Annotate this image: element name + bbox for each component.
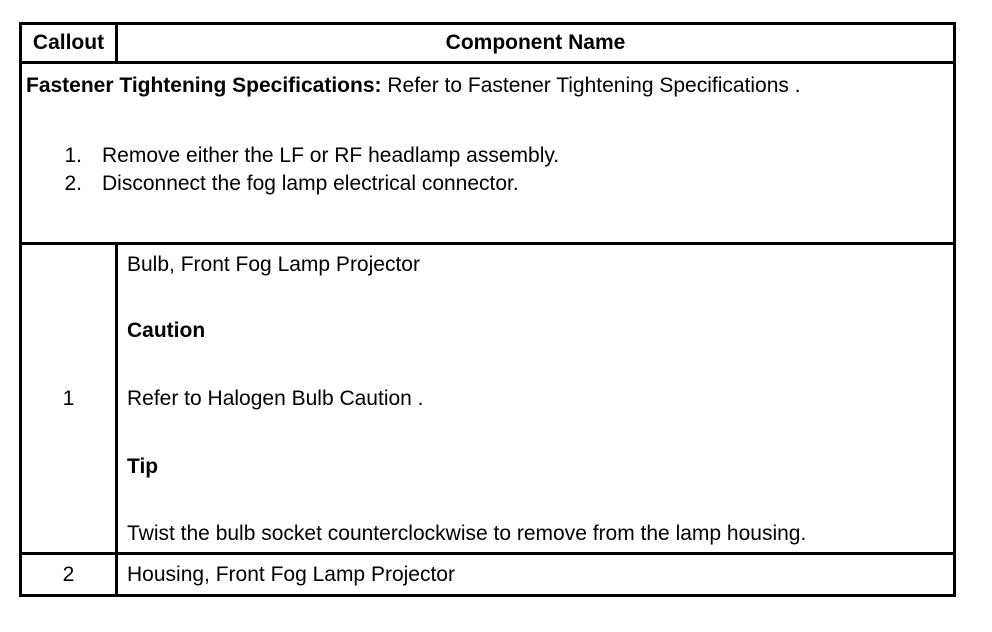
tip-text: Twist the bulb socket counterclockwise to remove from the lamp housing. bbox=[127, 522, 807, 545]
callout-cell bbox=[22, 555, 118, 594]
tip-heading: Tip bbox=[127, 455, 159, 478]
step-text: Remove either the LF or RF headlamp assembly. bbox=[102, 144, 560, 167]
caution-text: Refer to Halogen Bulb Caution . bbox=[127, 387, 424, 410]
step-number: 1. bbox=[64, 144, 82, 167]
header-component-name: Component Name bbox=[445, 31, 626, 54]
table-row bbox=[22, 245, 953, 555]
component-table bbox=[19, 22, 956, 597]
component-cell bbox=[121, 245, 953, 552]
callout-number: 2 bbox=[62, 563, 75, 586]
header-callout: Callout bbox=[22, 25, 118, 61]
spec-text: Refer to Fastener Tightening Specifications . bbox=[381, 74, 801, 97]
table-header-row bbox=[22, 25, 953, 64]
component-name: Housing, Front Fog Lamp Projector bbox=[127, 563, 455, 586]
component-name: Bulb, Front Fog Lamp Projector bbox=[127, 253, 420, 276]
step-number: 2. bbox=[64, 172, 82, 195]
component-cell bbox=[121, 555, 953, 594]
step-text: Disconnect the fog lamp electrical connector. bbox=[102, 172, 519, 195]
spec-label: Fastener Tightening Specifications: bbox=[26, 74, 382, 97]
caution-heading: Caution bbox=[127, 319, 206, 342]
spec-line bbox=[26, 74, 801, 98]
callout-number: 1 bbox=[62, 387, 75, 410]
specifications-row bbox=[22, 64, 953, 245]
callout-cell bbox=[22, 245, 118, 552]
table-row bbox=[22, 555, 953, 594]
